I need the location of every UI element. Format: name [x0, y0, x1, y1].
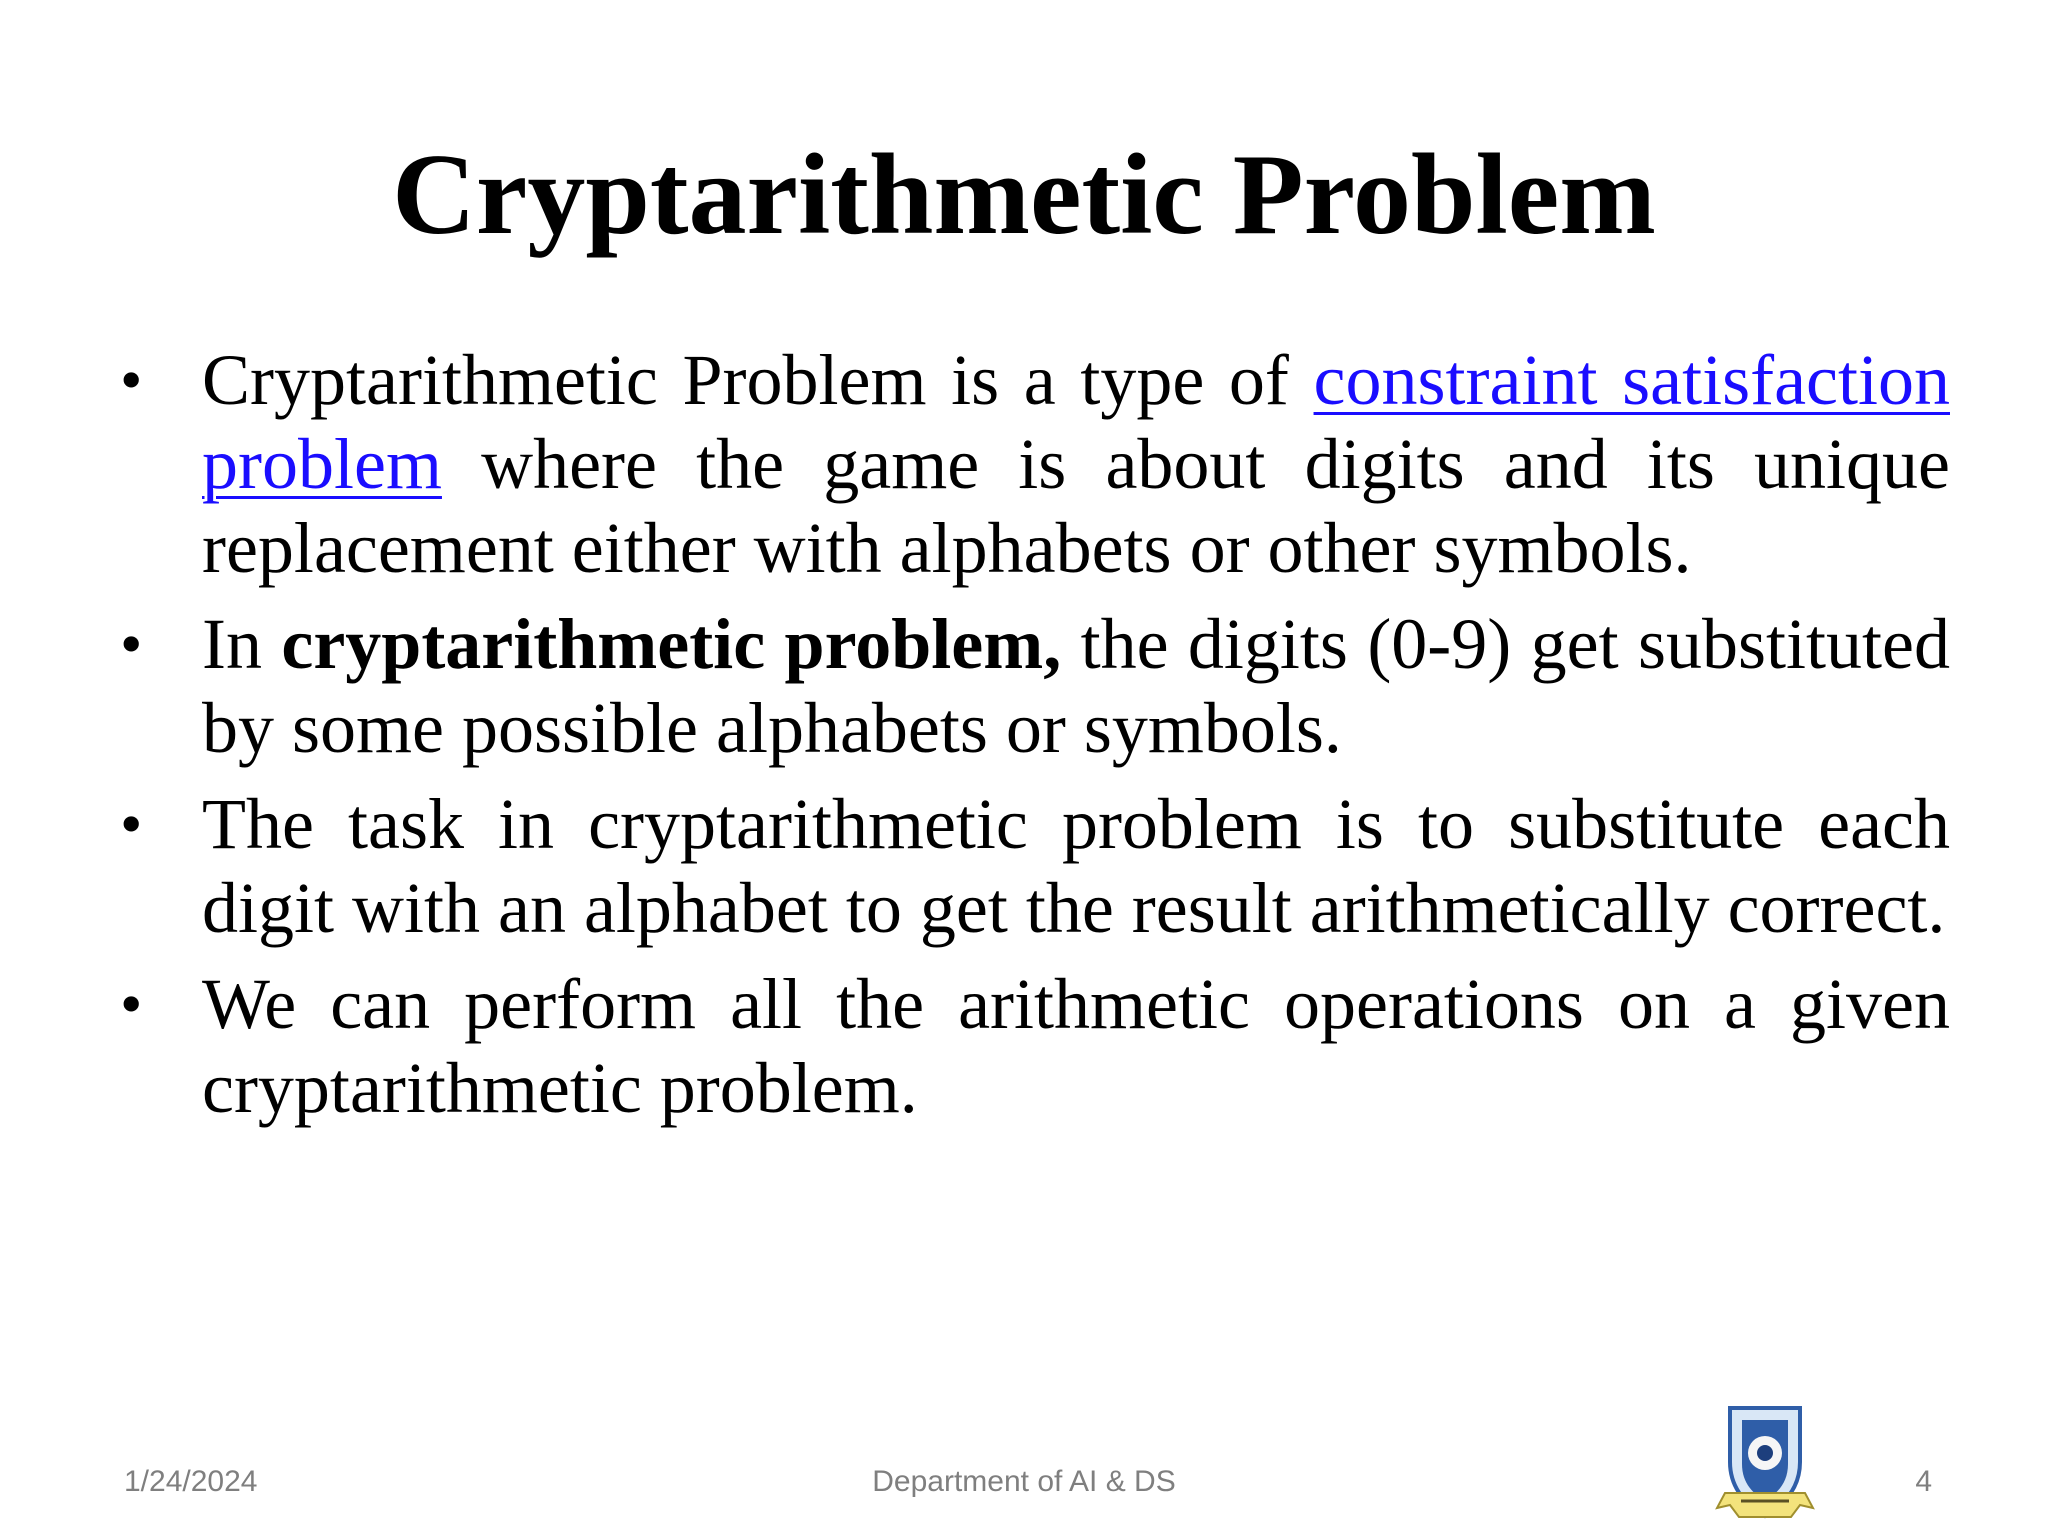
footer-date: 1/24/2024 [124, 1465, 258, 1498]
slide-number: 4 [1915, 1465, 1932, 1498]
slide-title: Cryptarithmetic Problem [392, 131, 1656, 259]
bullet-marker: • [120, 788, 143, 859]
bullet-marker: • [120, 344, 143, 415]
bullet-text: The task in cryptarithmetic problem is to substitute each digit with an alphabet to get the result arithmetically correct. [202, 784, 1950, 948]
footer-department: Department of AI & DS [872, 1465, 1176, 1498]
bullet-marker: • [120, 608, 143, 679]
bullet-item [120, 338, 1950, 590]
bullet-item [120, 782, 1950, 950]
institution-emblem-icon [1712, 1398, 1818, 1526]
bullet-marker: • [120, 968, 143, 1039]
constraint-satisfaction-link[interactable]: constraint satisfaction problem [202, 340, 1950, 504]
bullet-bold-text: cryptarithmetic problem, [281, 604, 1062, 684]
bullet-text: the digits (0-9) get substituted by some possible alphabets or symbols. [202, 604, 1950, 768]
bullet-text: where the game is about digits and its unique replacement either with alphabets or other symbols. [202, 424, 1950, 588]
bullet-text: In [202, 604, 282, 684]
bullet-item [120, 962, 1950, 1130]
bullet-list [120, 338, 1950, 1142]
bullet-item [120, 602, 1950, 770]
bullet-text: We can perform all the arithmetic operations on a given cryptarithmetic problem. [202, 964, 1950, 1128]
bullet-text: Cryptarithmetic Problem is a type of [202, 340, 1314, 420]
